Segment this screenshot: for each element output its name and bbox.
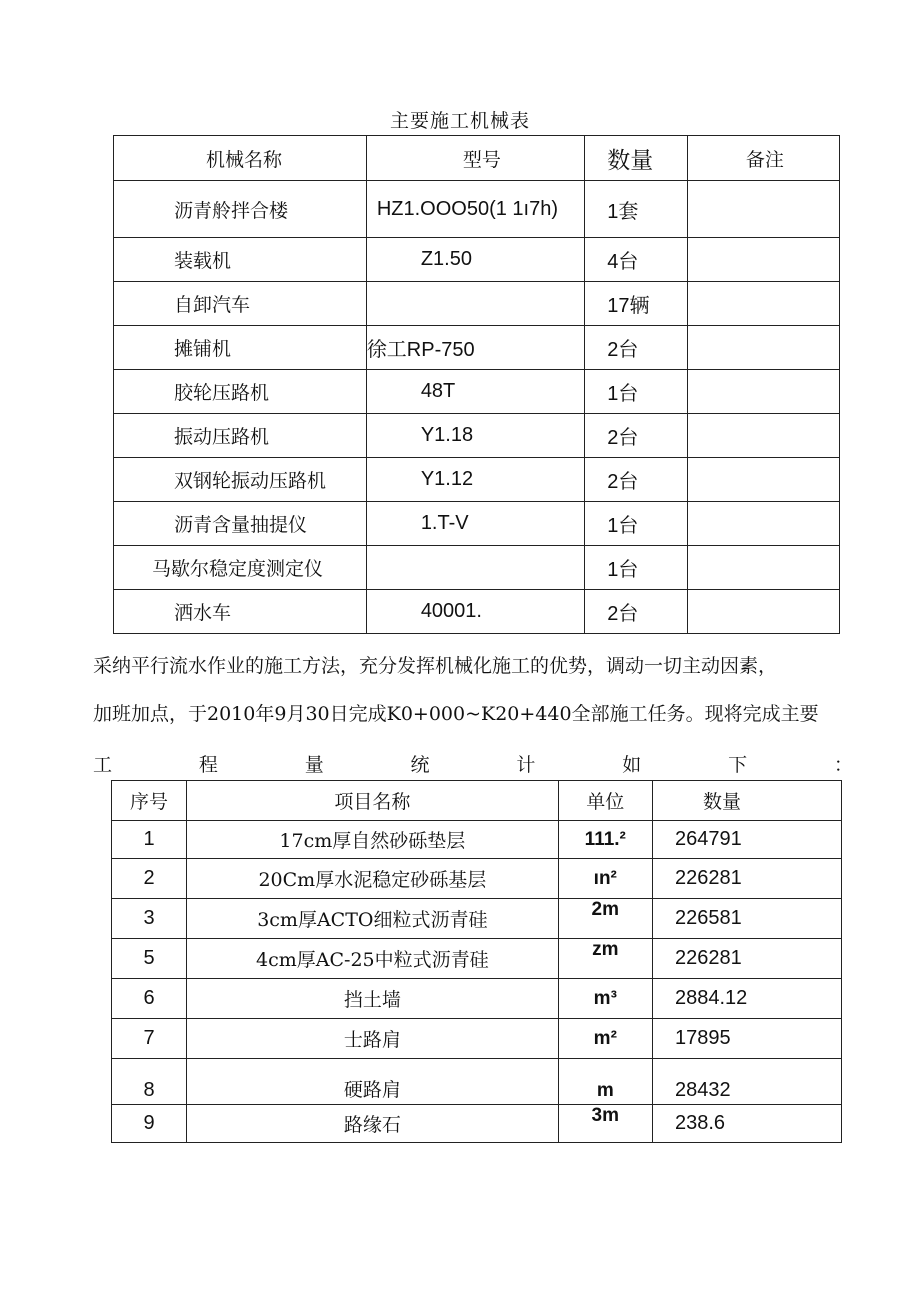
- row-no: 7: [112, 1019, 187, 1059]
- line3-char: ：: [833, 754, 853, 776]
- machine-name: 装载机: [114, 238, 367, 282]
- row-item: 士路肩: [187, 1019, 558, 1059]
- machine-qty: 1台: [585, 502, 688, 546]
- machine-qty: 2台: [585, 590, 688, 634]
- machines-table: [113, 135, 840, 634]
- body-paragraph-line-3: [93, 750, 853, 777]
- machine-qty: 2台: [585, 458, 688, 502]
- machine-name: 自卸汽车: [114, 282, 367, 326]
- row-no: 1: [112, 821, 187, 859]
- row-qty: 226281: [653, 859, 842, 899]
- machine-qty: 1台: [585, 546, 688, 590]
- machine-note: [687, 502, 839, 546]
- table-row: [114, 414, 840, 458]
- row-unit: 3m: [558, 1105, 652, 1143]
- row-qty: 17895: [653, 1019, 842, 1059]
- machine-note: [687, 414, 839, 458]
- row-unit: m²: [558, 1019, 652, 1059]
- machine-qty: 1套: [585, 181, 688, 238]
- header-machine-name: 机械名称: [114, 136, 367, 181]
- row-item: 20Cm厚水泥稳定砂砾基层: [187, 859, 558, 899]
- machine-model: Z1.50: [366, 238, 584, 282]
- table-row: [112, 821, 842, 859]
- machine-note: [687, 590, 839, 634]
- row-item: 路缘石: [187, 1105, 558, 1143]
- row-no: 6: [112, 979, 187, 1019]
- machine-name: 马歇尔稳定度测定仪: [114, 546, 367, 590]
- machine-model: 40001.: [366, 590, 584, 634]
- machine-name: 振动压路机: [114, 414, 367, 458]
- row-item: 硬路肩: [187, 1059, 558, 1105]
- machine-model: 1.T-V: [366, 502, 584, 546]
- header-note: 备注: [687, 136, 839, 181]
- machine-note: [687, 458, 839, 502]
- header-model: 型号: [366, 136, 584, 181]
- machine-note: [687, 238, 839, 282]
- table-row: [112, 899, 842, 939]
- row-unit: 111.²: [558, 821, 652, 859]
- header-unit: 单位: [558, 781, 652, 821]
- line3-char: 量: [304, 754, 324, 776]
- row-no: 5: [112, 939, 187, 979]
- machine-name: 双钢轮振动压路机: [114, 458, 367, 502]
- table-row: [114, 590, 840, 634]
- machine-name: 沥青含量抽提仪: [114, 502, 367, 546]
- header-qty: 数量: [653, 781, 842, 821]
- row-qty: 238.6: [653, 1105, 842, 1143]
- row-item: 4cm厚AC-25中粒式沥青硅: [187, 939, 558, 979]
- line3-char: 下: [728, 754, 748, 776]
- table-row: [114, 326, 840, 370]
- row-unit: m: [558, 1059, 652, 1105]
- row-no: 8: [112, 1059, 187, 1105]
- row-unit: zm: [558, 939, 652, 979]
- table-row: [112, 1019, 842, 1059]
- row-item: 17cm厚自然砂砾垫层: [187, 821, 558, 859]
- machine-qty: 1台: [585, 370, 688, 414]
- machine-model: [366, 546, 584, 590]
- machine-model: HZ1.OOO50(1 1ı7h): [366, 181, 584, 238]
- table-row: [114, 181, 840, 238]
- machine-note: [687, 326, 839, 370]
- machine-name: 摊铺机: [114, 326, 367, 370]
- row-item: 3cm厚ACTO细粒式沥青硅: [187, 899, 558, 939]
- quantities-table: [111, 780, 842, 1143]
- table-row: [112, 979, 842, 1019]
- header-item: 项目名称: [187, 781, 558, 821]
- machine-name: 胶轮压路机: [114, 370, 367, 414]
- table-row: [112, 939, 842, 979]
- table-row: [114, 282, 840, 326]
- machine-model: 徐工RP-750: [366, 326, 584, 370]
- machine-qty: 17辆: [585, 282, 688, 326]
- row-no: 9: [112, 1105, 187, 1143]
- machine-model: Y1.18: [366, 414, 584, 458]
- machine-model: Y1.12: [366, 458, 584, 502]
- line3-char: 统: [410, 754, 430, 776]
- machine-name: 沥青舲拌合楼: [114, 181, 367, 238]
- machine-note: [687, 181, 839, 238]
- line3-char: 计: [516, 754, 536, 776]
- machine-name: 洒水车: [114, 590, 367, 634]
- row-no: 2: [112, 859, 187, 899]
- row-no: 3: [112, 899, 187, 939]
- machine-note: [687, 370, 839, 414]
- header-no: 序号: [112, 781, 187, 821]
- line3-char: 如: [622, 754, 642, 776]
- row-qty: 226581: [653, 899, 842, 939]
- machine-qty: 4台: [585, 238, 688, 282]
- table-row: [112, 1059, 842, 1105]
- table-row: [112, 859, 842, 899]
- body-paragraph-line-2: 加班加点，于2010年9月30日完成K0+000~K20+440全部施工任务。现将完成主要: [93, 703, 819, 725]
- row-qty: 264791: [653, 821, 842, 859]
- table-row: [112, 1105, 842, 1143]
- machine-qty: 2台: [585, 414, 688, 458]
- quantities-header-row: [112, 781, 842, 821]
- table-row: [114, 238, 840, 282]
- body-paragraph-line-1: 采纳平行流水作业的施工方法，充分发挥机械化施工的优势，调动一切主动因素，: [93, 655, 778, 677]
- row-qty: 226281: [653, 939, 842, 979]
- machines-table-title: 主要施工机械表: [389, 110, 530, 132]
- machines-header-row: [114, 136, 840, 181]
- header-quantity: 数量: [585, 136, 688, 181]
- table-row: [114, 502, 840, 546]
- row-qty: 28432: [653, 1059, 842, 1105]
- row-qty: 2884.12: [653, 979, 842, 1019]
- machine-model: [366, 282, 584, 326]
- table-row: [114, 458, 840, 502]
- machine-note: [687, 282, 839, 326]
- machine-qty: 2台: [585, 326, 688, 370]
- table-row: [114, 546, 840, 590]
- row-unit: m³: [558, 979, 652, 1019]
- line3-char: 程: [198, 754, 218, 776]
- table-row: [114, 370, 840, 414]
- machine-note: [687, 546, 839, 590]
- row-unit: 2m: [558, 899, 652, 939]
- row-unit: ın²: [558, 859, 652, 899]
- machine-model: 48T: [366, 370, 584, 414]
- row-item: 挡土墙: [187, 979, 558, 1019]
- line3-char: 工: [93, 754, 113, 776]
